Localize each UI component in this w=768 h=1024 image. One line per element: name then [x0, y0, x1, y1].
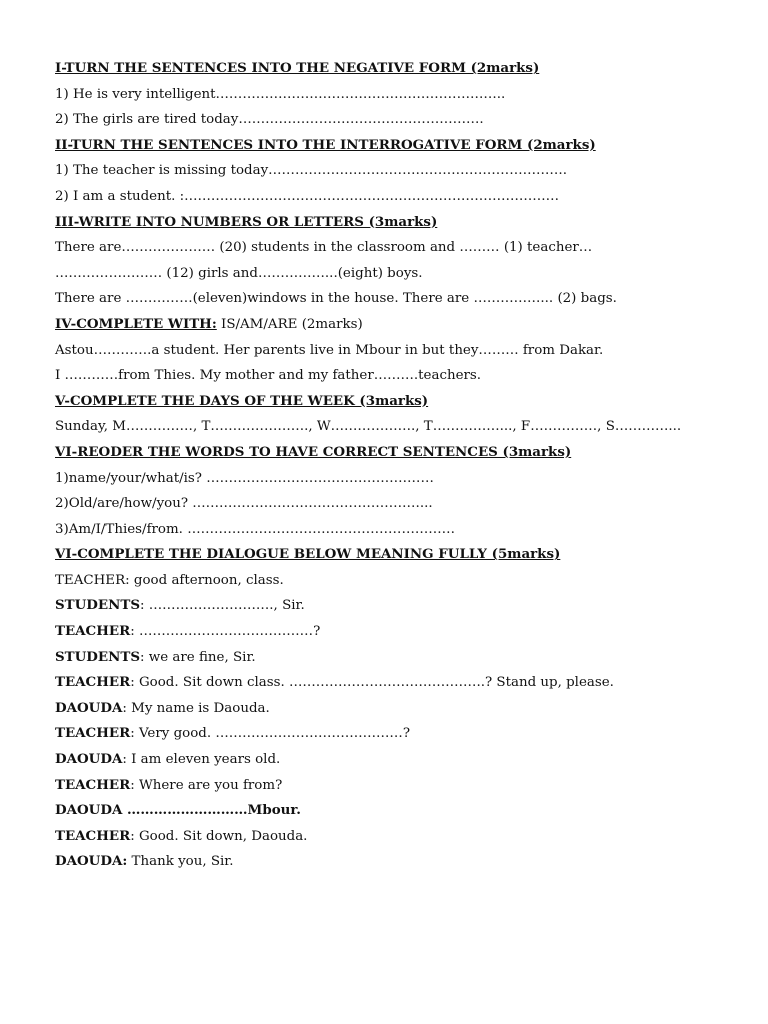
dialogue-line	[55, 568, 745, 594]
exercise-line: Sunday, M……………, T…………………., W………………., T……………..., F……………, S…………...	[55, 419, 682, 435]
section-heading: VI-COMPLETE THE DIALOGUE BELOW MEANING FULLY (5marks)	[55, 546, 561, 563]
dialogue-text: TEACHER: good afternoon, class.	[55, 572, 284, 588]
exercise-line: There are ……………(eleven)windows in the house. There are ……………... (2) bags.	[55, 291, 617, 307]
dialogue-speaker: TEACHER	[55, 725, 131, 742]
dialogue-speaker: TEACHER	[55, 623, 131, 640]
dialogue-text: : …………………………………?	[130, 624, 321, 640]
exercise-line: There are………………… (20) students in the classroom and ……… (1) teacher…	[55, 240, 593, 256]
dialogue-speaker: DAOUDA	[55, 802, 123, 819]
dialogue-speaker: TEACHER	[55, 674, 131, 691]
dialogue-line	[55, 696, 745, 722]
dialogue-speaker: TEACHER	[55, 827, 131, 844]
dialogue-line	[55, 619, 745, 645]
dialogue-speaker: DAOUDA	[55, 699, 123, 716]
dialogue-text: : I am eleven years old.	[122, 752, 281, 768]
dialogue-speaker: DAOUDA:	[55, 853, 128, 870]
dialogue-text: : ………………………., Sir.	[140, 598, 305, 614]
exercise-line: 2) I am a student. :…………………………………………………………………………	[55, 188, 560, 204]
dialogue-text: : Where are you from?	[130, 777, 283, 793]
exercise-line: 1) The teacher is missing today………………………………………………………….	[55, 163, 568, 179]
dialogue-line	[55, 773, 745, 799]
exercise-line: 2)Old/are/how/you? ……………………………………………...	[55, 496, 433, 512]
section-heading: II-TURN THE SENTENCES INTO THE INTERROGATIVE FORM (2marks)	[55, 136, 596, 153]
dialogue-line	[55, 721, 745, 747]
section-heading: IV-COMPLETE WITH:	[55, 315, 217, 332]
dialogue-text: : My name is Daouda.	[122, 700, 270, 716]
dialogue-line	[55, 849, 745, 875]
exercise-line: 1) He is very intelligent………………………………………………………..	[55, 86, 506, 102]
exercise-line: 3)Am/I/Thies/from. ……………………………………………………	[55, 521, 456, 537]
section-heading: III-WRITE INTO NUMBERS OR LETTERS (3marks)	[55, 213, 438, 230]
section-heading: V-COMPLETE THE DAYS OF THE WEEK (3marks)	[55, 392, 429, 409]
dialogue-text: : Very good. ……………………………………?	[130, 726, 411, 742]
section-heading-line	[55, 312, 745, 338]
dialogue-line	[55, 593, 745, 619]
dialogue-speaker: TEACHER	[55, 776, 131, 793]
exercise-line: I …………from Thies. My mother and my father……….teachers.	[55, 368, 482, 384]
dialogue-text: : Good. Sit down, Daouda.	[130, 828, 308, 844]
dialogue-line	[55, 747, 745, 773]
exercise-line: 1)name/your/what/is? ……………………………………………	[55, 470, 434, 486]
dialogue-text: Thank you, Sir.	[127, 854, 234, 870]
dialogue-text: ………………………Mbour.	[122, 802, 301, 819]
dialogue-line	[55, 798, 745, 824]
dialogue-line	[55, 645, 745, 671]
worksheet	[55, 56, 745, 875]
dialogue-speaker: STUDENTS	[55, 597, 141, 614]
dialogue-text: : Good. Sit down class. ……………………………………..? Stand up, please.	[130, 675, 614, 691]
section-heading: VI-REODER THE WORDS TO HAVE CORRECT SENTENCES (3marks)	[55, 443, 572, 460]
dialogue-line	[55, 824, 745, 850]
exercise-line: 2) The girls are tired today……………………………………………….	[55, 112, 484, 128]
dialogue-speaker: STUDENTS	[55, 648, 141, 665]
exercise-line: …………………… (12) girls and……………...(eight) boys.	[55, 265, 423, 281]
dialogue-line	[55, 670, 745, 696]
exercise-line: Astou………….a student. Her parents live in Mbour in but they……… from Dakar.	[55, 342, 604, 358]
section-heading-rest: IS/AM/ARE (2marks)	[216, 316, 363, 332]
section-heading: I-TURN THE SENTENCES INTO THE NEGATIVE FORM (2marks)	[55, 60, 540, 76]
dialogue-text: : we are fine, Sir.	[140, 649, 256, 665]
dialogue-speaker: DAOUDA	[55, 751, 123, 768]
